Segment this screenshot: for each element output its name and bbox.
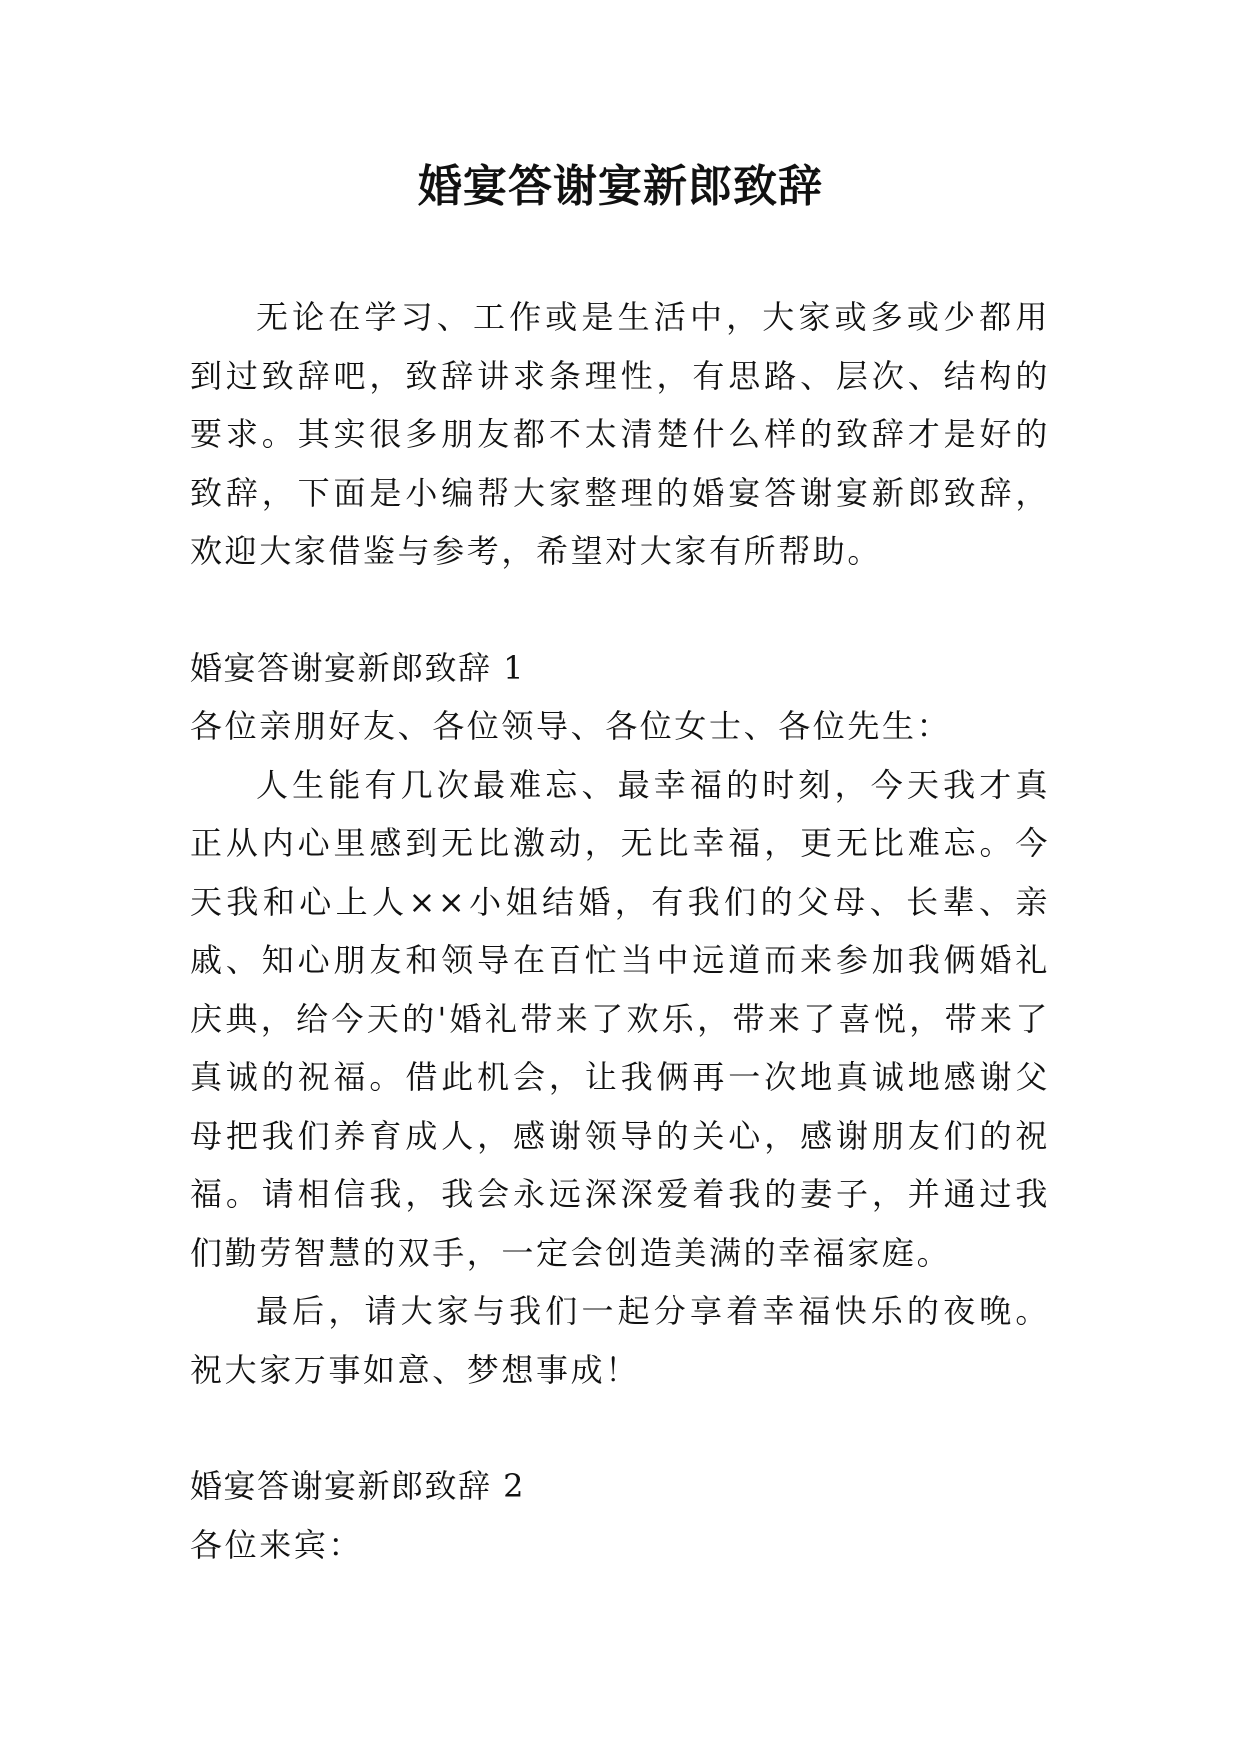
document-body <box>190 288 1050 1574</box>
section-1-paragraph-1: 人生能有几次最难忘、最幸福的时刻，今天我才真正从内心里感到无比激动，无比幸福，更无比难忘。今天我和心上人××小姐结婚，有我们的父母、长辈、亲戚、知心朋友和领导在百忙当中远道而来参加我俩婚礼庆典，给今天的'婚礼带来了欢乐，带来了喜悦，带来了真诚的祝福。借此机会，让我俩再一次地真诚地感谢父母把我们养育成人，感谢领导的关心，感谢朋友们的祝福。请相信我，我会永远深深爱着我的妻子，并通过我们勤劳智慧的双手，一定会创造美满的幸福家庭。 <box>190 765 1050 1272</box>
section-1-salutation: 各位亲朋好友、各位领导、各位女士、各位先生： <box>190 707 952 745</box>
intro-paragraph: 无论在学习、工作或是生活中，大家或多或少都用到过致辞吧，致辞讲求条理性，有思路、层次、结构的要求。其实很多朋友都不太清楚什么样的致辞才是好的致辞，下面是小编帮大家整理的婚宴答谢宴新郎致辞，欢迎大家借鉴与参考，希望对大家有所帮助。 <box>190 298 1050 570</box>
spacer <box>190 581 1050 639</box>
section-heading-2: 婚宴答谢宴新郎致辞 2 <box>190 1467 526 1505</box>
section-2-salutation: 各位来宾： <box>190 1525 364 1564</box>
spacer <box>190 1399 1050 1457</box>
section-heading-1: 婚宴答谢宴新郎致辞 1 <box>190 648 526 687</box>
section-1-paragraph-2: 最后，请大家与我们一起分享着幸福快乐的夜晚。祝大家万事如意、梦想事成！ <box>190 1292 1050 1389</box>
document-title: 婚宴答谢宴新郎致辞 <box>418 161 823 212</box>
